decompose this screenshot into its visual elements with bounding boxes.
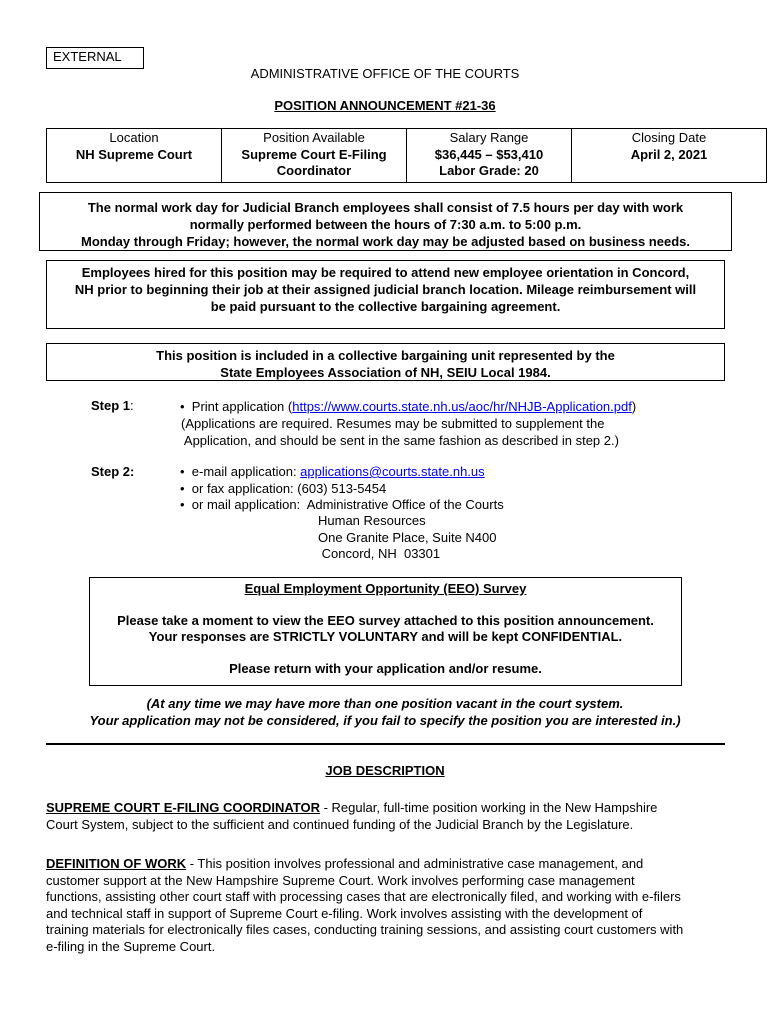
step2-email-item: • e-mail application: applications@courts.state.nh.us (180, 464, 485, 479)
salary-range: $36,445 – $53,410 (434, 146, 544, 162)
orientation-notice-box (46, 260, 725, 329)
step2-fax-item: • or fax application: (603) 513-5454 (180, 480, 387, 496)
closing-date-heading: Closing Date (631, 130, 707, 145)
address-line-4: Concord, NH 03301 (318, 546, 441, 561)
position-value-line2: Coordinator (276, 163, 352, 178)
job-summary-line-2: Court System, subject to the sufficient and continued funding of the Judicial Branch by the Legislature. (46, 817, 634, 832)
eeo-line-1: Please take a moment to view the EEO survey attached to this position announcement. (117, 613, 654, 628)
job-description-heading: JOB DESCRIPTION (325, 763, 445, 778)
orientation-line-1: Employees hired for this position may be required to attend new employee orientation in Concord, (81, 265, 690, 280)
step1-label: Step 1: (91, 398, 134, 413)
position-value-line1: Supreme Court E-Filing (241, 146, 387, 162)
definition-title: DEFINITION OF WORK (46, 856, 187, 871)
closing-date-cell (572, 129, 767, 183)
position-heading: Position Available (263, 130, 365, 145)
union-line-2: State Employees Association of NH, SEIU Local 1984. (220, 365, 551, 380)
definition-line-4: and technical staff in support of Supreme Court e-filing. Work involves assisting with the development of (46, 905, 643, 921)
closing-date-value: April 2, 2021 (630, 146, 708, 162)
vacancy-line-2: Your application may not be considered, if you fail to specify the position you are interested in.) (89, 713, 681, 728)
step1-note-1: (Applications are required. Resumes may be submitted to supplement the (181, 416, 605, 431)
step2-label: Step 2: (91, 464, 135, 479)
eeo-title: Equal Employment Opportunity (EEO) Survey (244, 581, 527, 596)
step1-bullet: • Print application (https://www.courts.state.nh.us/aoc/hr/NHJB-Application.pdf) (180, 399, 637, 414)
location-cell (47, 129, 222, 183)
address-line-2: Human Resources (318, 513, 426, 528)
definition-line-1: - This position involves professional and administrative case management, and (186, 856, 644, 871)
definition-line-3: functions, assisting other court staff with processing cases that are electronically filed, and working with e-filers (46, 889, 681, 904)
eeo-line-2: Your responses are STRICTLY VOLUNTARY and will be kept CONFIDENTIAL. (148, 629, 623, 644)
labor-grade: Labor Grade: 20 (439, 163, 539, 178)
section-divider (46, 743, 725, 745)
location-heading: Location (109, 130, 159, 145)
definition-of-work (46, 856, 683, 955)
step2-content (180, 464, 504, 514)
email-link[interactable]: applications@courts.state.nh.us (300, 464, 485, 479)
salary-heading: Salary Range (449, 130, 529, 145)
job-summary-line-1: - Regular, full-time position working in the New Hampshire (319, 800, 658, 815)
eeo-line-3: Please return with your application and/or resume. (229, 661, 542, 676)
step1-note-2: Application, and should be sent in the same fashion as described in step 2.) (181, 433, 619, 448)
mail-address (318, 513, 497, 563)
definition-line-5: training materials for electronically files cases, conducting training sessions, and assisting court customers with (46, 922, 684, 937)
workday-line-3: Monday through Friday; however, the normal work day may be adjusted based on business needs. (81, 234, 690, 249)
step1-content (180, 398, 636, 449)
workday-line-1: The normal work day for Judicial Branch employees shall consist of 7.5 hours per day with work (87, 200, 684, 215)
step2-mail-item: • or mail application: Administrative Office of the Courts (180, 497, 504, 512)
external-label: EXTERNAL (53, 49, 122, 64)
job-summary-title: SUPREME COURT E-FILING COORDINATOR (46, 800, 320, 815)
eeo-box (89, 577, 682, 686)
vacancy-note (0, 695, 770, 729)
location-value: NH Supreme Court (75, 146, 193, 162)
address-line-3: One Granite Place, Suite N400 (318, 529, 497, 545)
union-notice-box (46, 343, 725, 381)
vacancy-line-1: (At any time we may have more than one position vacant in the court system. (146, 696, 624, 711)
office-title: ADMINISTRATIVE OFFICE OF THE COURTS (250, 66, 520, 81)
job-summary (46, 799, 657, 833)
orientation-line-2: NH prior to beginning their job at their assigned judicial branch location. Mileage reimbursement will (74, 282, 697, 297)
position-cell (222, 129, 407, 183)
salary-cell (407, 129, 572, 183)
workday-notice-box (39, 192, 732, 251)
orientation-line-3: be paid pursuant to the collective bargaining agreement. (210, 299, 561, 314)
application-link[interactable]: https://www.courts.state.nh.us/aoc/hr/NHJB-Application.pdf (292, 399, 632, 414)
definition-line-6: e-filing in the Supreme Court. (46, 938, 216, 954)
position-info-table (46, 128, 767, 183)
announcement-title: POSITION ANNOUNCEMENT #21-36 (274, 98, 496, 113)
definition-line-2: customer support at the New Hampshire Supreme Court. Work involves performing case management (46, 872, 635, 888)
workday-line-2: normally performed between the hours of 7:30 a.m. to 5:00 p.m. (189, 217, 582, 232)
union-line-1: This position is included in a collective bargaining unit represented by the (156, 348, 615, 363)
